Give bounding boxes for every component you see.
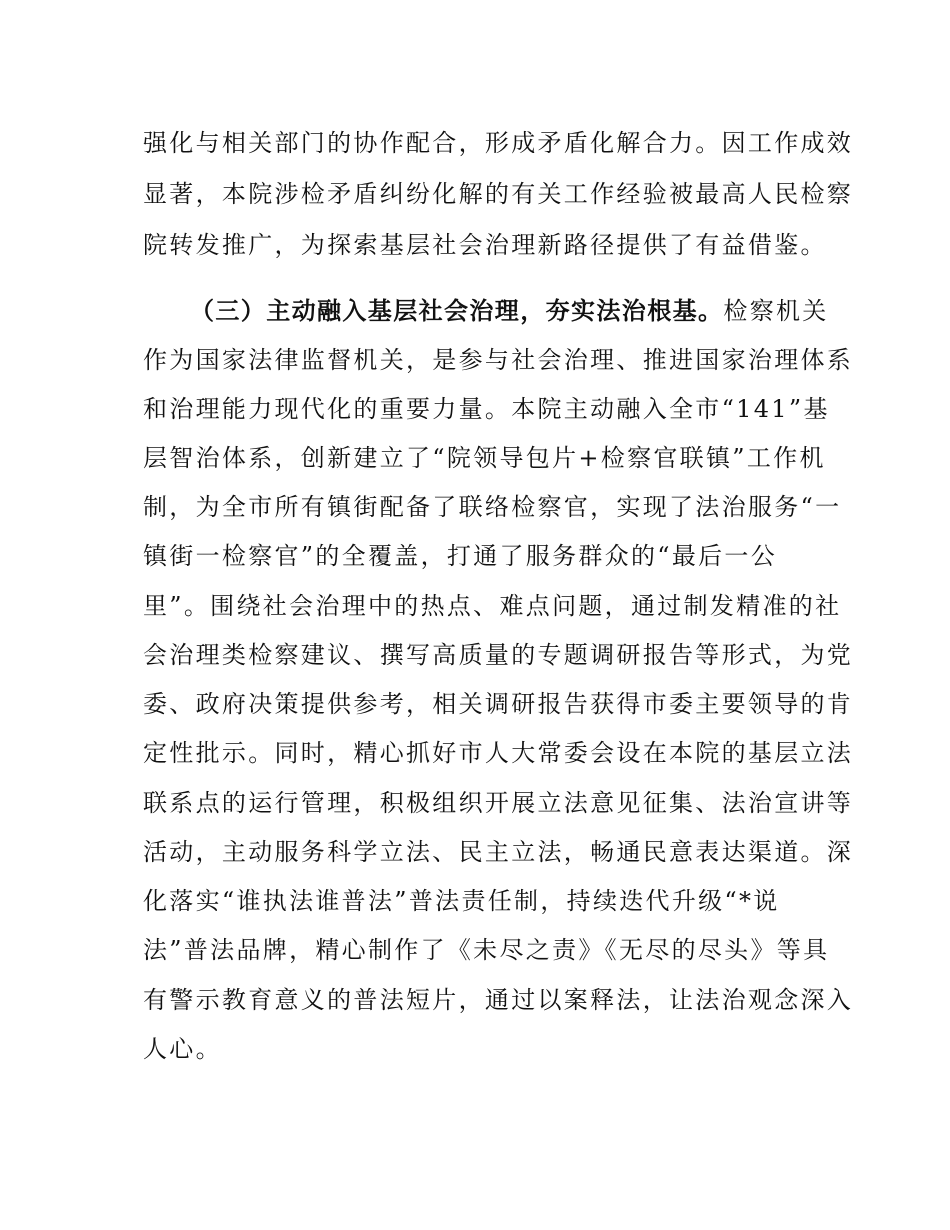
paragraph-line: 有警示教育意义的普法短片，通过以案释法，让法治观念深入 — [143, 986, 854, 1014]
section-heading-line — [190, 296, 829, 326]
paragraph-line: 活动，主动服务科学立法、民主立法，畅通民意表达渠道。深 — [143, 838, 854, 866]
heading-line-text: 检察机关 — [723, 297, 829, 325]
paragraph-line: 层智治体系，创新建立了“院领导包片+检察官联镇”工作机 — [143, 444, 826, 472]
section-heading: （三）主动融入基层社会治理，夯实法治根基。 — [190, 297, 724, 325]
paragraph-line: 和治理能力现代化的重要力量。本院主动融入全市“141”基 — [143, 395, 830, 423]
paragraph-line: 强化与相关部门的协作配合，形成矛盾化解合力。因工作成效 — [143, 129, 854, 157]
paragraph-line: 镇街一检察官”的全覆盖，打通了服务群众的“最后一公 — [143, 542, 778, 570]
paragraph-line: 联系点的运行管理，积极组织开展立法意见征集、法治宣讲等 — [143, 789, 854, 817]
paragraph-line: 院转发推广，为探索基层社会治理新路径提供了有益借鉴。 — [143, 231, 827, 259]
paragraph-line: 显著，本院涉检矛盾纠纷化解的有关工作经验被最高人民检察 — [143, 180, 854, 208]
paragraph-line: 人心。 — [143, 1035, 222, 1063]
paragraph-line: 里”。围绕社会治理中的热点、难点问题，通过制发精准的社 — [143, 592, 842, 620]
paragraph-line: 委、政府决策提供参考，相关调研报告获得市委主要领导的肯 — [143, 690, 854, 718]
paragraph-line: 会治理类检察建议、撰写高质量的专题调研报告等形式，为党 — [143, 641, 854, 669]
paragraph-line: 定性批示。同时，精心抓好市人大常委会设在本院的基层立法 — [143, 739, 854, 767]
paragraph-line: 法”普法品牌，精心制作了《未尽之责》《无尽的尽头》等具 — [143, 936, 830, 964]
paragraph-line: 制，为全市所有镇街配备了联络检察官，实现了法治服务“一 — [143, 493, 842, 521]
paragraph-line: 作为国家法律监督机关，是参与社会治理、推进国家治理体系 — [143, 346, 854, 374]
paragraph-line: 化落实“谁执法谁普法”普法责任制，持续迭代升级“*说 — [143, 887, 780, 915]
